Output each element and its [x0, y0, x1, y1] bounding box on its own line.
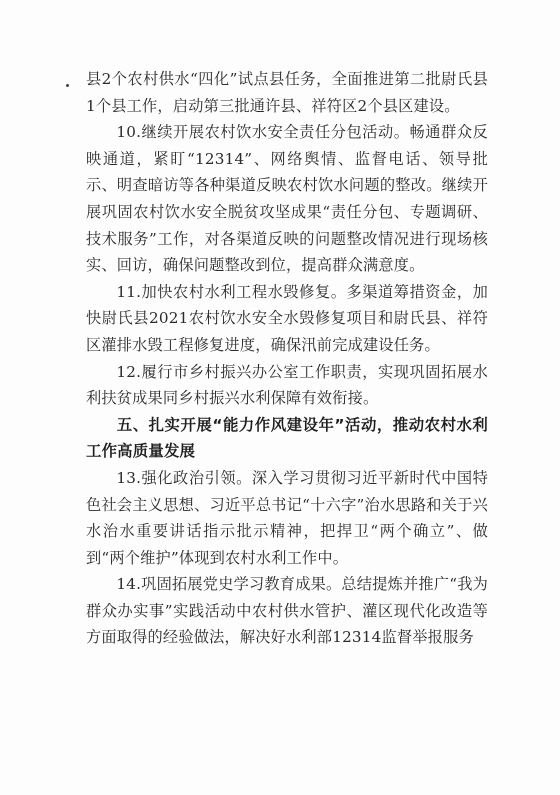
section-heading: 五、扎实开展“能力作风建设年”活动，推动农村水利工作高质量发展 [86, 415, 488, 461]
body-paragraph: 11.加快农村水利工程水毁修复。多渠道筹措资金，加快尉氏县2021农村饮水安全水毁修复项目和尉氏县、祥符区灌排水毁工程修复进度，确保汛前完成建设任务。 [86, 282, 488, 354]
body-paragraph: 10.继续开展农村饮水安全责任分包活动。畅通群众反映通道，紧盯“12314”、网络舆情、监督电话、领导批示、明查暗访等各种渠道反映农村饮水问题的整改。继续开展巩固农村饮水安全脱贫攻坚成果“责任分包、专题调研、技术服务”工作，对各渠道反映的问题整改情况进行现场核实、回访，确保问题整改到位，提高群众满意度。 [86, 123, 488, 275]
scan-speck [66, 84, 69, 87]
body-paragraph: 14.巩固拓展党史学习教育成果。总结提炼并推广“我为群众办实事”实践活动中农村供水管护、灌区现代化改造等方面取得的经验做法，解决好水利部12314监督举报服务 [86, 575, 488, 647]
document-body [86, 66, 488, 651]
body-paragraph: 13.强化政治引领。深入学习贯彻习近平新时代中国特色社会主义思想、习近平总书记“十六字”治水思路和关于兴水治水重要讲话指示批示精神，把捍卫“两个确立”、做到“两个维护”体现到农村水利工作中。 [86, 468, 488, 567]
body-paragraph: 12.履行市乡村振兴办公室工作职责，实现巩固拓展水利扶贫成果同乡村振兴水利保障有效衔接。 [86, 362, 488, 408]
body-paragraph: 县2个农村供水“四化”试点县任务，全面推进第二批尉氏县1个县工作，启动第三批通许县、祥符区2个县区建设。 [86, 70, 488, 115]
